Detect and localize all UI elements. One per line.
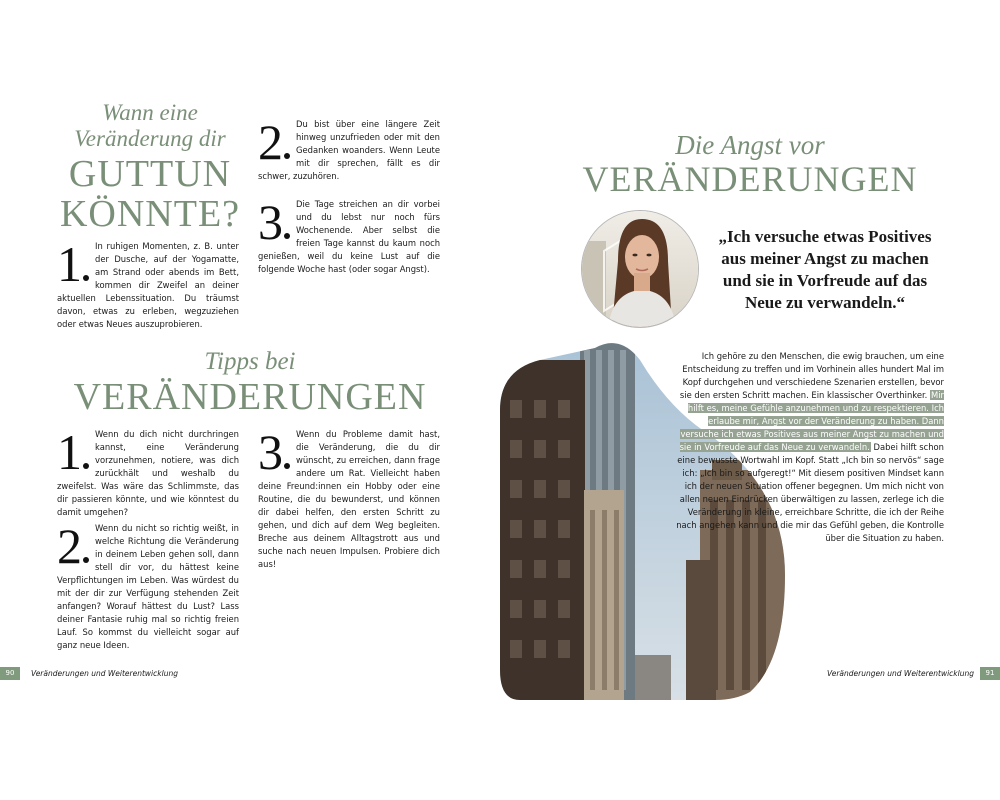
list-item <box>258 424 440 571</box>
list-item <box>57 518 239 652</box>
item-text: In ruhigen Momenten, z. B. unter der Dusche, auf der Yogamatte, am Strand oder abends im Bett, kommen dir Zweifel an deiner aktuellen Lebenssituation. Du träumst davon, etwas zu erleben, wegzuziehen oder etwas Neues auszuprobieren. <box>57 241 239 329</box>
portrait-photo <box>581 210 699 328</box>
heading-tips <box>40 348 460 418</box>
list-item <box>258 194 440 276</box>
item-number: 2 <box>258 122 290 162</box>
item-number: 1 <box>57 432 89 472</box>
item-text: Du bist über eine längere Zeit hinweg unzufrieden oder mit den Gedanken woanders. Wenn Leute mit dir sprechen, fällt es dir schwer, zuzuhören. <box>258 119 440 181</box>
heading-italic: Die Angst vor <box>675 130 825 160</box>
page-number: 91 <box>980 667 1000 680</box>
item-text: Wenn du dich nicht durchringen kannst, eine Veränderung vorzunehmen, notiere, was dich zurückhält und weshalb du zweifelst. Was wäre das Schlimmste, das dir passieren könnte, und wie könntest du damit umgehen? <box>57 429 239 517</box>
page-number: 90 <box>0 667 20 680</box>
body-highlight: Mir hilft es, meine Gefühle anzunehmen und zu respektieren. Ich erlaube mir, Angst vor der Veränderung zu haben. Dann versuche ich etwas Positives aus meiner Angst zu machen und sie in Vorfreude auf das Neue zu verwandeln. <box>679 390 944 452</box>
heading-italic-line-2: Veränderung dir <box>74 126 226 151</box>
heading-when-change <box>40 100 260 234</box>
heading-fear-of-change <box>580 130 920 198</box>
item-number: 1 <box>57 244 89 284</box>
footer-section-title: Veränderungen und Weiterentwicklung <box>31 669 178 678</box>
list-item <box>57 236 239 331</box>
heading-caps-line-1: GUTTUN <box>68 153 232 195</box>
body-paragraph-intro: Ich gehöre zu den Menschen, die ewig brauchen, um eine Entscheidung zu treffen und im Vorhinein alles hundert Mal im Kopf durchgehen und verschiedene Szenarien erstellen, bevor sie den ersten Schritt machen. Ein klassischer Overthinker. <box>679 351 944 400</box>
item-number: 3 <box>258 432 290 472</box>
heading-italic-line-1: Wann eine <box>102 100 198 125</box>
heading-caps-line-2: KÖNNTE? <box>59 193 241 235</box>
pull-quote: „Ich versuche etwas Positives aus meiner Angst zu machen und sie in Vorfreude auf das Neue zu verwandeln.“ <box>718 227 932 312</box>
list-item <box>258 114 440 183</box>
footer-section-title: Veränderungen und Weiterentwicklung <box>827 669 974 678</box>
item-number: 2 <box>57 526 89 566</box>
item-text: Die Tage streichen an dir vorbei und du lebst nur noch fürs Wochenende. Aber selbst die freien Tage kannst du kaum noch genießen, weil du keine Lust auf die folgende Woche hast (oder sogar Angst). <box>258 199 440 274</box>
article-body <box>676 350 944 545</box>
item-text: Wenn du Probleme damit hast, die Veränderung, die du dir wünscht, zu erreichen, dann frage andere um Rat. Vielleicht haben deine Freund:innen ein Hobby oder eine Routine, die du bewunderst, und können dir dabei helfen, den ersten Schritt zu gehen, und dich auf dem Weg begleiten. Breche aus deinem Alltagstrott aus und suche nach neuen Impulsen. Probiere dich aus! <box>258 429 440 569</box>
item-number: 3 <box>258 202 290 242</box>
body-paragraph-rest: Dabei hilft schon eine bewusste Wortwahl im Kopf. Statt „Ich bin so nervös“ sage ich: „Ich bin so aufgeregt!“ Mit diesem positiven Mindset kann ich der neuen Situation offener begegnen. Um mich nicht von allen neuen Eindrücken überwältigen zu lassen, zerlege ich die Veränderung in kleine, erreichbare Schritte, die ich der Reihe nach angehen kann und die mir das Gefühl geben, die Kontrolle über die Situation zu haben. <box>676 442 944 543</box>
heading-tips-caps: VERÄNDERUNGEN <box>73 376 427 418</box>
heading-caps: VERÄNDERUNGEN <box>582 159 918 199</box>
heading-tips-italic: Tipps bei <box>204 348 296 375</box>
list-item <box>57 424 239 519</box>
item-text: Wenn du nicht so richtig weißt, in welche Richtung die Veränderung in deinem Leben gehen soll, dann stell dir vor, du hättest keine Verpflichtungen im Leben. Was würdest du mit der dir zur Verfügung stehenden Zeit anfangen? Worauf hättest du Lust? Lass deiner Fantasie ruhig mal so richtig freien Lauf. So kommst du vielleicht sogar auf ganz neue Ideen. <box>57 523 239 650</box>
